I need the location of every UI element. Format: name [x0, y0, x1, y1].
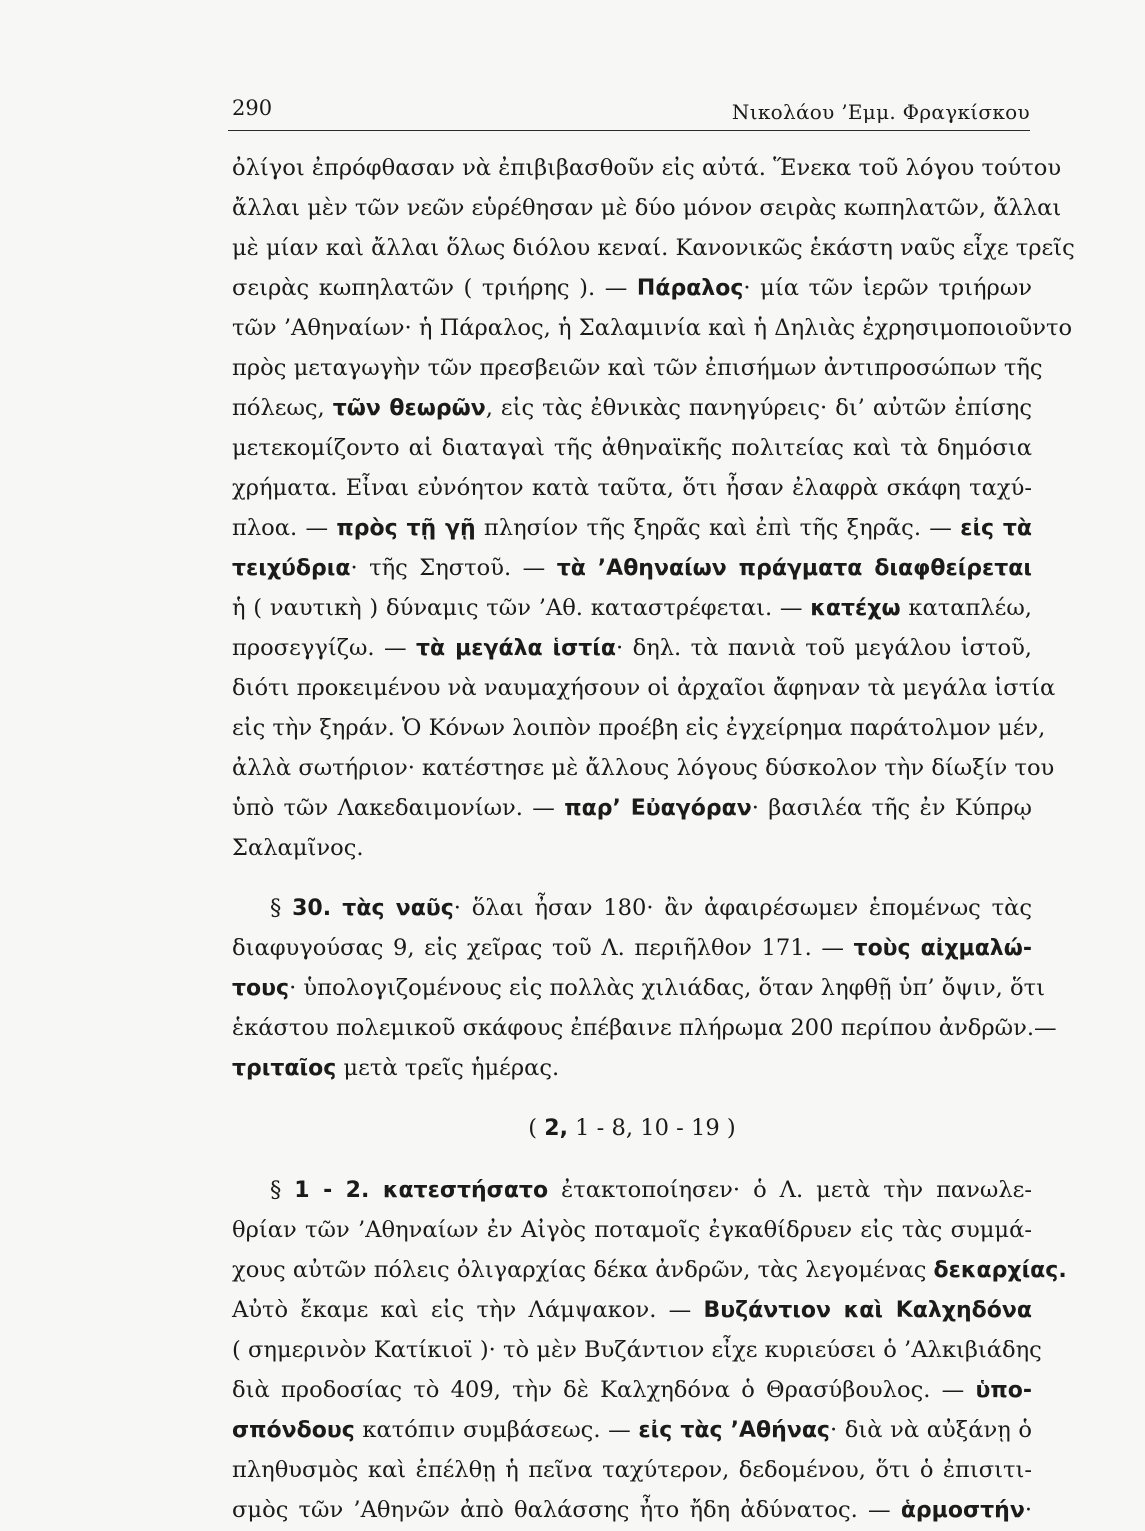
text-run: διὰ προδοσίας τὸ 409, τὴν δὲ Καλχηδόνα ὁ Θρασύβουλος. —	[232, 1377, 976, 1403]
text-run: (	[528, 1115, 545, 1141]
text-run: ἀλλὰ σωτήριον· κατέστησε μὲ ἄλλους λόγους δύσκολον τὴν δίωξίν του	[232, 755, 1055, 781]
text-run: πρὸς μεταγωγὴν τῶν πρεσβειῶν καὶ τῶν ἐπισήμων ἀντιπροσώπων τῆς	[232, 355, 1043, 381]
text-run: · βασιλέα τῆς ἐν Κύπρῳ	[751, 795, 1032, 821]
text-run: · ὅλαι ἦσαν 180· ἂν ἀφαιρέσωμεν ἑπομένως τὰς	[453, 895, 1032, 921]
text-run: · μία τῶν ἱερῶν τριήρων	[743, 275, 1032, 301]
text-run: πληθυσμὸς καὶ ἐπέλθῃ ἡ πεῖνα ταχύτερον, δεδομένου, ὅτι ὁ ἐπισιτι-	[232, 1457, 1032, 1483]
text-run: §	[270, 895, 293, 921]
bold-term: τοὺς αἰχμαλώ-	[853, 936, 1032, 961]
bold-term: 30. τὰς ναῦς	[292, 896, 454, 921]
text-line	[232, 1008, 1057, 1048]
text-line	[232, 468, 1032, 508]
text-run: πλοα. —	[232, 515, 337, 541]
text-run: · ὑπολογιζομένους εἰς πολλὰς χιλιάδας, ὅταν ληφθῇ ὑπ’ ὄψιν, ὅτι	[289, 975, 1045, 1001]
bold-term: Βυζάντιον καὶ Καλχηδόνα	[703, 1298, 1032, 1323]
text-line	[232, 1250, 1067, 1290]
page-header	[228, 96, 1030, 131]
text-run: ( σημερινὸν Κατίκιοϊ )· τὸ μὲν Βυζάντιον εἶχε κυριεύσει ὁ ’Αλκιβιάδης	[232, 1337, 1042, 1363]
bold-term: τειχύδρια	[232, 556, 351, 581]
text-run: τῶν ’Αθηναίων· ἡ Πάραλος, ἡ Σαλαμινία καὶ ἡ Δηλιὰς ἐχρησιμοποιοῦντο	[232, 315, 1073, 341]
bold-term: τῶν θεωρῶν	[332, 396, 486, 421]
text-run: ἑκάστου πολεμικοῦ σκάφους ἐπέβαινε πλήρωμα 200 περίπου ἀνδρῶν.—	[232, 1015, 1057, 1041]
text-run: · διὰ νὰ αὐξάνῃ ὁ	[829, 1417, 1032, 1443]
text-run: Αὐτὸ ἔκαμε καὶ εἰς τὴν Λάμψακον. —	[232, 1297, 704, 1323]
text-line	[232, 788, 1032, 828]
text-line	[232, 388, 1032, 428]
bold-term: ὑπο-	[975, 1378, 1032, 1403]
text-line	[270, 888, 1032, 928]
text-line	[232, 268, 1032, 308]
bold-term: τὰ ’Αθηναίων πράγματα διαφθείρεται	[556, 556, 1032, 581]
text-run: ἡ ( ναυτικὴ ) δύναμις τῶν ’Αθ. καταστρέφεται. —	[232, 595, 811, 621]
text-run: §	[270, 1177, 295, 1203]
text-run: ὑπὸ τῶν Λακεδαιμονίων. —	[232, 795, 565, 821]
text-run: Σαλαμῖνος.	[232, 835, 364, 861]
bold-term: τὰ μεγάλα ἱστία	[416, 636, 616, 661]
text-run: , εἰς τὰς ἐθνικὰς πανηγύρεις· δι’ αὐτῶν ἐπίσης	[485, 395, 1032, 421]
bold-term: ἁρμοστήν	[900, 1498, 1025, 1523]
text-line	[232, 228, 1075, 268]
text-line	[232, 628, 1032, 668]
text-run: σμὸς τῶν ’Αθηνῶν ἀπὸ θαλάσσης ἦτο ἤδη ἀδύνατος. —	[232, 1497, 901, 1523]
bold-term: τριταῖος	[232, 1056, 337, 1081]
text-run: θρίαν τῶν ’Αθηναίων ἐν Αἰγὸς ποταμοῖς ἐγκαθίδρυεν εἰς τὰς συμμά-	[232, 1217, 1032, 1243]
text-run: μετὰ τρεῖς ἡμέρας.	[336, 1055, 560, 1081]
text-run: προσεγγίζω. —	[232, 635, 417, 661]
text-run: ἄλλαι μὲν τῶν νεῶν εὑρέθησαν μὲ δύο μόνον σειρὰς κωπηλατῶν, ἄλλαι	[232, 195, 1062, 221]
text-run: · δηλ. τὰ πανιὰ τοῦ μεγάλου ἱστοῦ,	[615, 635, 1032, 661]
text-run: σειρὰς κωπηλατῶν ( τριήρης ). —	[232, 275, 637, 301]
text-line	[232, 1048, 1032, 1088]
running-title: Νικολάου ’Εμμ. Φραγκίσκου	[731, 100, 1030, 124]
text-line	[232, 588, 1032, 628]
bold-term: σπόνδους	[232, 1418, 355, 1443]
text-run: πλησίον τῆς ξηρᾶς καὶ ἐπὶ τῆς ξηρᾶς. —	[475, 515, 961, 541]
text-line	[232, 1410, 1032, 1450]
text-line	[232, 1450, 1032, 1490]
bold-term: εἰς τὰ	[960, 516, 1032, 541]
text-run: μετεκομίζοντο αἱ διαταγαὶ τῆς ἀθηναϊκῆς πολιτείας καὶ τὰ δημόσια	[232, 435, 1032, 461]
page-number: 290	[232, 96, 273, 120]
text-line	[232, 308, 1073, 348]
text-line	[232, 748, 1055, 788]
bold-term: τους	[232, 976, 290, 1001]
text-line	[232, 1370, 1032, 1410]
text-run: 1 - 8, 10 - 19 )	[567, 1115, 736, 1141]
bold-term: πρὸς τῇ γῇ	[336, 516, 476, 541]
text-line	[232, 828, 1032, 868]
text-run: διαφυγούσας 9, εἰς χεῖρας τοῦ Λ. περιῆλθον 171. —	[232, 935, 854, 961]
section-reference	[232, 1108, 1032, 1148]
text-line	[232, 1290, 1032, 1330]
text-run: ·	[1024, 1497, 1032, 1523]
text-run: · τῆς Σηστοῦ. —	[350, 555, 557, 581]
text-line	[232, 188, 1062, 228]
text-line	[232, 548, 1032, 588]
text-run: μὲ μίαν καὶ ἄλλαι ὅλως διόλου κεναί. Κανονικῶς ἑκάστη ναῦς εἶχε τρεῖς	[232, 235, 1075, 261]
text-run: εἰς τὴν ξηράν. Ὁ Κόνων λοιπὸν προέβη εἰς ἐγχείρημα παράτολμον μέν,	[232, 715, 1046, 741]
bold-term: κατέχω	[810, 596, 901, 621]
bold-term: δεκαρχίας.	[933, 1258, 1067, 1283]
text-line	[232, 668, 1056, 708]
text-run: κατόπιν συμβάσεως. —	[354, 1417, 639, 1443]
text-run: χους αὐτῶν πόλεις ὀλιγαρχίας δέκα ἀνδρῶν, τὰς λεγομένας	[232, 1257, 934, 1283]
bold-term: Πάραλος	[636, 276, 744, 301]
bold-term: παρ’ Εὐαγόραν	[564, 796, 752, 821]
text-line	[232, 428, 1032, 468]
text-line	[232, 1490, 1032, 1530]
bold-term: εἰς τὰς ’Αθήνας	[638, 1418, 830, 1443]
bold-term: 2,	[544, 1116, 568, 1141]
text-run: ἐτακτοποίησεν· ὁ Λ. μετὰ τὴν πανωλε-	[548, 1177, 1032, 1203]
text-line	[232, 348, 1043, 388]
text-line	[232, 508, 1032, 548]
text-line	[270, 1170, 1032, 1210]
text-line	[232, 968, 1045, 1008]
bold-term: 1 - 2. κατεστήσατο	[294, 1178, 549, 1203]
text-run: διότι προκειμένου νὰ ναυμαχήσουν οἱ ἀρχαῖοι ἄφηναν τὰ μεγάλα ἱστία	[232, 675, 1056, 701]
text-run: ὀλίγοι ἐπρόφθασαν νὰ ἐπιβιβασθοῦν εἰς αὐτά. Ἕνεκα τοῦ λόγου τούτου	[232, 155, 1062, 181]
text-run: χρήματα. Εἶναι εὐνόητον κατὰ ταῦτα, ὅτι ἦσαν ἐλαφρὰ σκάφη ταχύ-	[232, 475, 1032, 501]
text-line	[232, 928, 1032, 968]
text-line	[232, 1210, 1032, 1250]
text-line	[232, 708, 1046, 748]
text-line	[232, 1330, 1042, 1370]
text-run: καταπλέω,	[900, 595, 1032, 621]
text-line	[232, 148, 1062, 188]
text-run: πόλεως,	[232, 395, 333, 421]
